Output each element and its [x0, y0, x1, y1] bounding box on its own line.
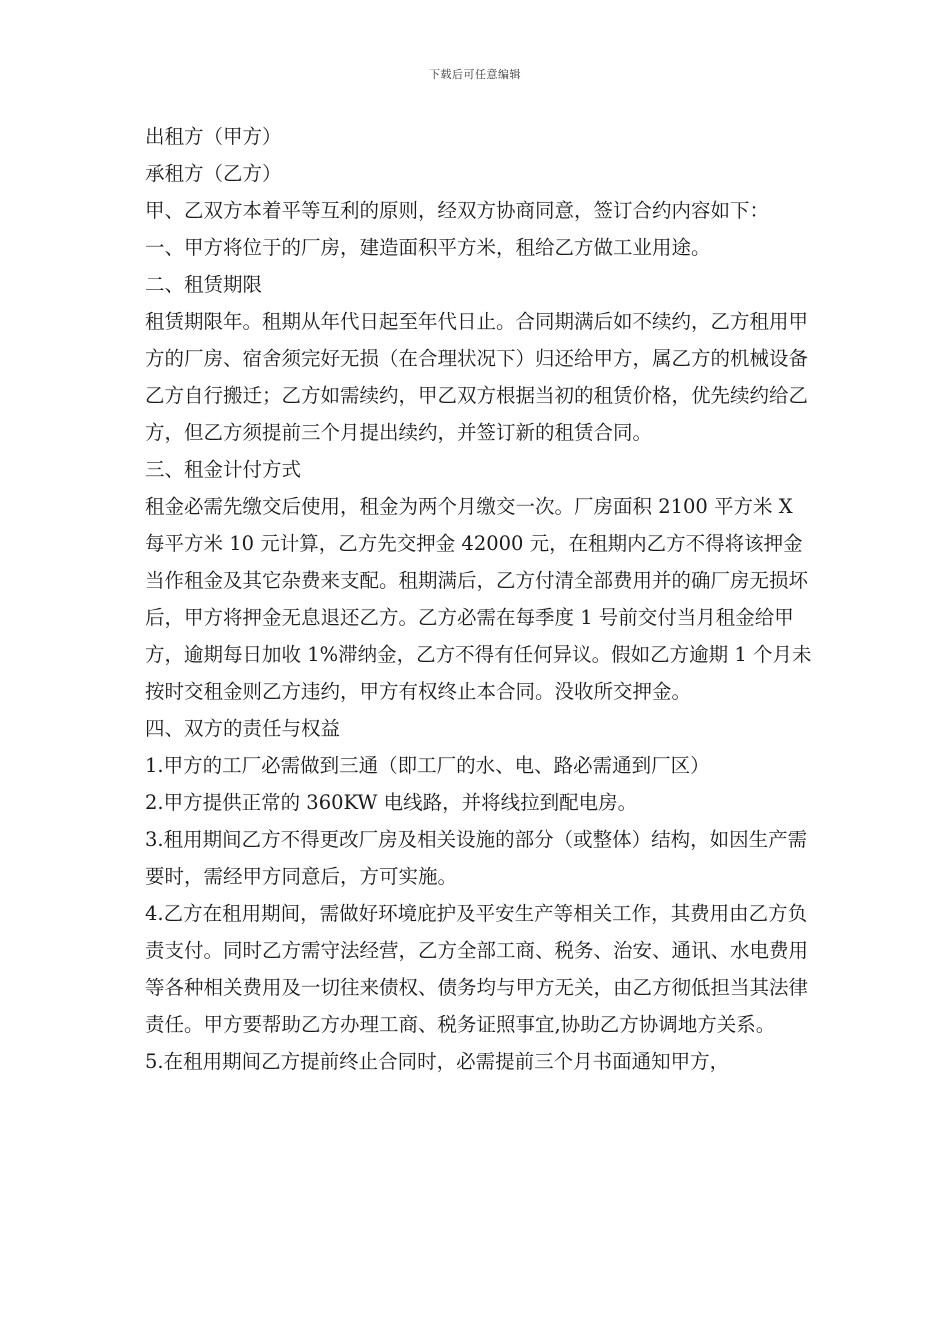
lease-term-paragraph: 租赁期限年。租期从年代日起至年代日止。合同期满后如不续约，乙方租用甲方的厂房、宿舍须完好无损（在合理状况下）归还给甲方，属乙方的机械设备乙方自行搬迁；乙方如需续约，甲乙双方根据当初的租赁价格，优先续约给乙方，但乙方须提前三个月提出续约，并签订新的租赁合同。: [145, 310, 809, 444]
clause-1-paragraph: 一、甲方将位于的厂房，建造面积平方米，租给乙方做工业用途。: [145, 236, 711, 259]
section-heading-responsibilities: 四、双方的责任与权益: [145, 717, 341, 740]
responsibility-item-1: 1.甲方的工厂必需做到三通（即工厂的水、电、路必需通到厂区）: [145, 754, 710, 777]
section-heading-lease-term: 二、租赁期限: [145, 273, 263, 296]
responsibility-item-5: 5.在租用期间乙方提前终止合同时，必需提前三个月书面通知甲方，: [145, 1050, 730, 1073]
preamble-paragraph: 甲、乙双方本着平等互利的原则，经双方协商同意，签订合约内容如下：: [145, 199, 770, 222]
responsibility-item-2: 2.甲方提供正常的 360KW 电线路，并将线拉到配电房。: [145, 791, 638, 814]
party-lessor-line: 出租方（甲方）: [145, 125, 282, 148]
responsibility-item-3: 3.租用期间乙方不得更改厂房及相关设施的部分（或整体）结构，如因生产需要时，需经甲方同意后，方可实施。: [145, 828, 808, 888]
document-body: [145, 118, 815, 1080]
party-lessee-line: 承租方（乙方）: [145, 162, 282, 185]
responsibility-item-4: 4.乙方在租用期间，需做好环境庇护及平安生产等相关工作，其费用由乙方负责支付。同时乙方需守法经营，乙方全部工商、税务、治安、通讯、水电费用等各种相关费用及一切往来债权、债务均与甲方无关，由乙方彻低担当其法律责任。甲方要帮助乙方办理工商、税务证照事宜,协助乙方协调地方关系。: [145, 902, 809, 1036]
rent-payment-paragraph: 租金必需先缴交后使用，租金为两个月缴交一次。厂房面积 2100 平方米 X 每平方米 10 元计算，乙方先交押金 42000 元，在租期内乙方不得将该押金当作租金及其它杂费来支配。租期满后，乙方付清全部费用并的确厂房无损坏后，甲方将押金无息退还乙方。乙方必需在每季度 1 号前交付当月租金给甲方，逾期每日加收 1%滞纳金，乙方不得有任何异议。假如乙方逾期 1 个月未按时交租金则乙方违约，甲方有权终止本合同。没收所交押金。: [145, 495, 812, 703]
page-header-note: 下载后可任意编辑: [429, 68, 521, 81]
section-heading-rent-payment: 三、租金计付方式: [145, 458, 302, 481]
